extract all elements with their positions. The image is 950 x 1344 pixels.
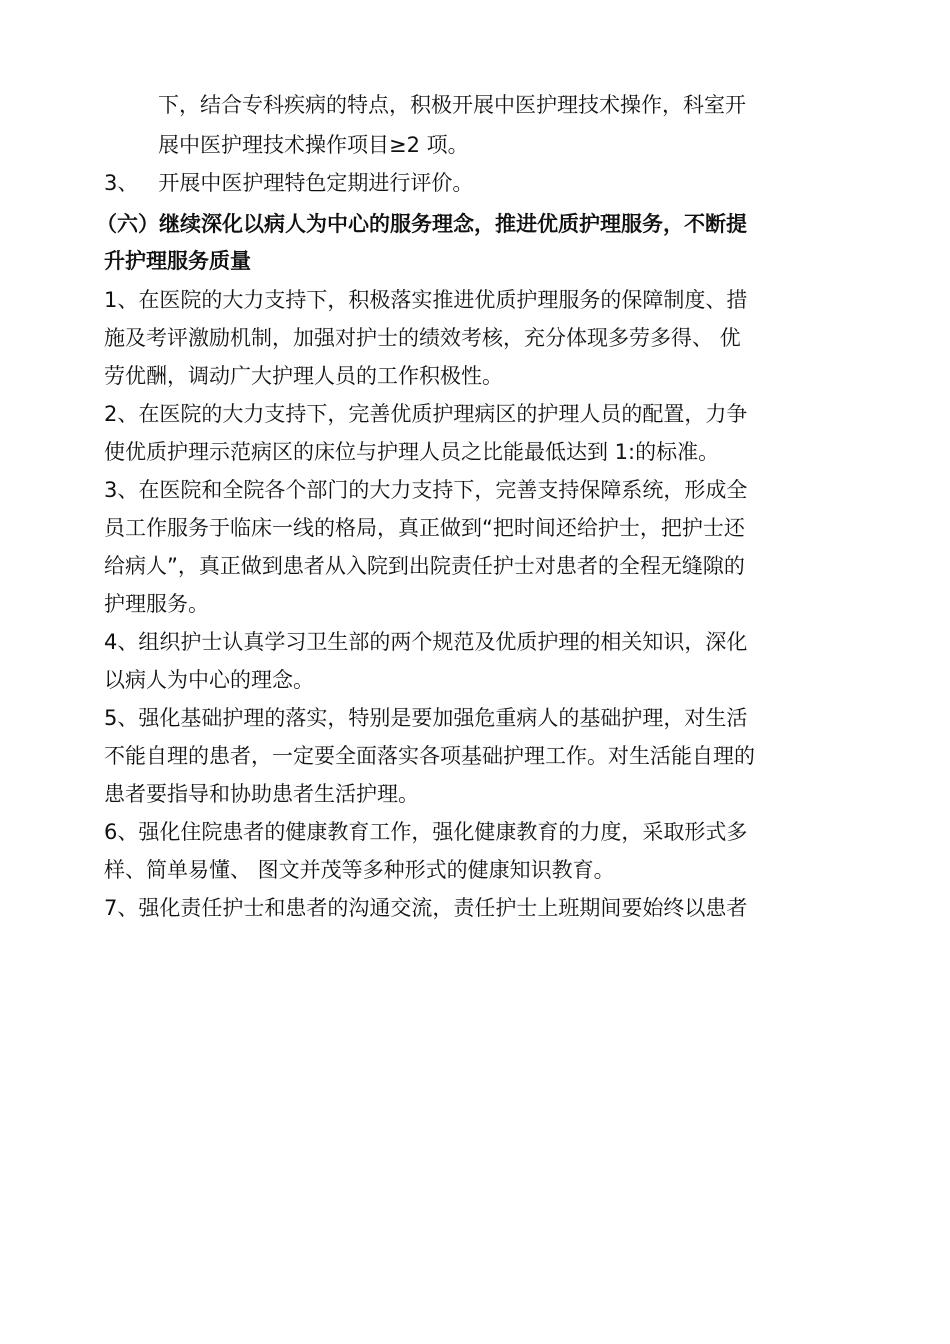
paragraph-line: 样、简单易懂、 图文并茂等多种形式的健康知识教育。: [104, 858, 615, 882]
paragraph-line: 劳优酬，调动广大护理人员的工作积极性。: [104, 364, 503, 388]
paragraph-line: 5、强化基础护理的落实，特别是要加强危重病人的基础护理，对生活: [104, 706, 748, 730]
paragraph-line: 不能自理的患者，一定要全面落实各项基础护理工作。对生活能自理的: [104, 744, 755, 768]
paragraph-line: 使优质护理示范病区的床位与护理人员之比能最低达到 1:的标准。: [104, 440, 720, 464]
paragraph-line: 下，结合专科疾病的特点，积极开展中医护理技术操作，科室开: [158, 93, 746, 117]
paragraph-line: 以病人为中心的理念。: [104, 668, 314, 692]
paragraph-line: 3、在医院和全院各个部门的大力支持下，完善支持保障系统，形成全: [104, 478, 748, 502]
list-item-line: 3、 开展中医护理特色定期进行评价。: [104, 171, 474, 195]
paragraph-line: 患者要指导和协助患者生活护理。: [104, 782, 419, 806]
paragraph-line: 施及考评激励机制，加强对护士的绩效考核，充分体现多劳多得、 优: [104, 326, 741, 350]
paragraph-line: 2、在医院的大力支持下，完善优质护理病区的护理人员的配置，力争: [104, 402, 748, 426]
paragraph-line: 员工作服务于临床一线的格局，真正做到“把时间还给护士，把护士还: [104, 516, 745, 540]
paragraph-line: 4、组织护士认真学习卫生部的两个规范及优质护理的相关知识，深化: [104, 630, 748, 654]
paragraph-line: 1、在医院的大力支持下，积极落实推进优质护理服务的保障制度、措: [104, 288, 748, 312]
paragraph-line: 给病人”，真正做到患者从入院到出院责任护士对患者的全程无缝隙的: [104, 554, 745, 578]
paragraph-line: 6、强化住院患者的健康教育工作，强化健康教育的力度，采取形式多: [104, 820, 748, 844]
paragraph-line: 展中医护理技术操作项目≥2 项。: [158, 133, 469, 157]
paragraph-line: 7、强化责任护士和患者的沟通交流，责任护士上班期间要始终以患者: [104, 896, 748, 920]
section-heading-line: （六）继续深化以病人为中心的服务理念，推进优质护理服务，不断提: [96, 212, 747, 236]
section-heading-line: 升护理服务质量: [104, 249, 251, 273]
paragraph-line: 护理服务。: [104, 592, 209, 616]
